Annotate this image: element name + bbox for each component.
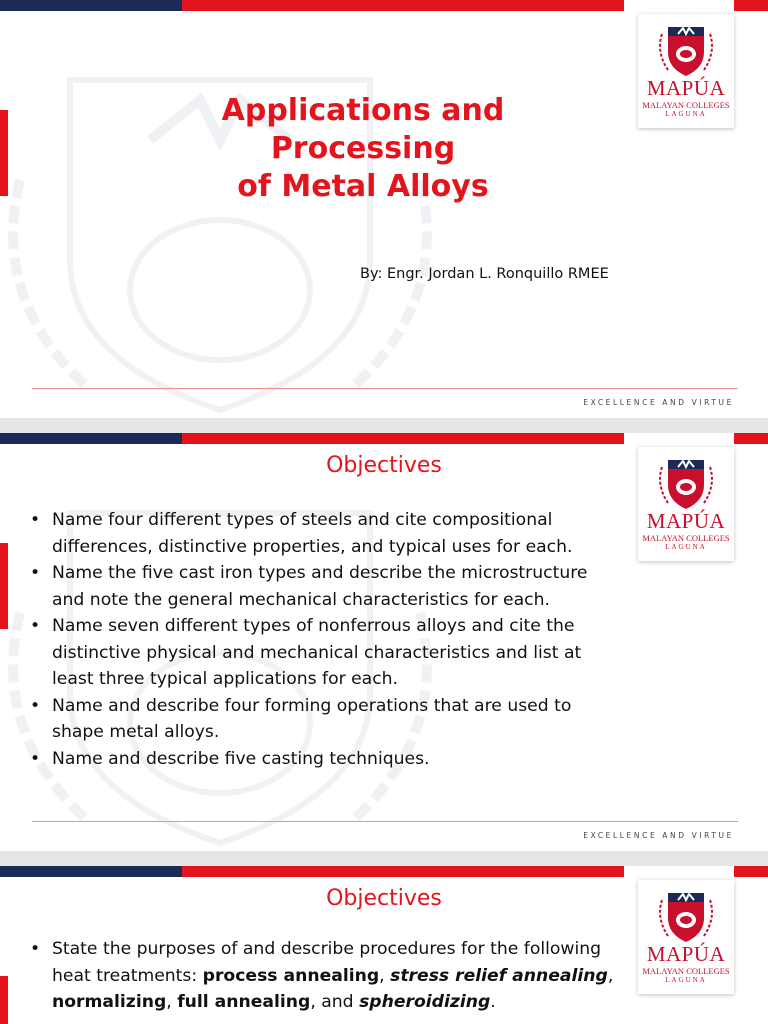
list-item bbox=[30, 507, 620, 560]
logo-subtitle: MALAYAN COLLEGES bbox=[642, 966, 730, 976]
author-line: By: Engr. Jordan L. Ronquillo RMEE bbox=[360, 266, 609, 282]
title-line: of Metal Alloys bbox=[237, 169, 489, 204]
list-item bbox=[30, 613, 620, 693]
bullet-icon: • bbox=[30, 563, 41, 583]
left-accent-bar bbox=[0, 976, 8, 1024]
top-color-bar bbox=[0, 433, 768, 444]
list-item bbox=[30, 693, 620, 746]
bullet-icon: • bbox=[30, 695, 41, 716]
logo-name: MAPÚA bbox=[646, 76, 726, 100]
crest-icon bbox=[638, 14, 734, 78]
list-item bbox=[30, 746, 620, 773]
list-item-text: State the purposes of and describe procedures for the following heat treatments: process annealing, stress relief annealing, normalizing, full annealing, and spheroidizing. bbox=[52, 939, 614, 1012]
objectives-slide-1 bbox=[0, 433, 768, 851]
footer-divider bbox=[32, 388, 738, 389]
objectives-list bbox=[30, 936, 620, 1016]
logo-subtitle: MALAYAN COLLEGES bbox=[642, 533, 730, 543]
top-color-bar bbox=[0, 0, 768, 11]
slide-heading: Objectives bbox=[326, 453, 442, 478]
footer-motto: EXCELLENCE AND VIRTUE bbox=[583, 398, 734, 407]
list-item-text: Name four different types of steels and cite compositional differences, distinctive properties, and typical uses for each. bbox=[52, 510, 573, 557]
bullet-icon: • bbox=[30, 616, 41, 636]
logo-subtitle: MALAYAN COLLEGES bbox=[642, 100, 730, 110]
footer-motto: EXCELLENCE AND VIRTUE bbox=[583, 831, 734, 840]
objectives-list bbox=[30, 507, 620, 772]
logo-name: MAPÚA bbox=[646, 942, 726, 966]
list-item bbox=[30, 936, 620, 1016]
list-item-text: Name the five cast iron types and describe the microstructure and note the general mechanical characteristics for each. bbox=[52, 563, 588, 610]
logo-location: LAGUNA bbox=[665, 543, 707, 551]
top-color-bar bbox=[0, 866, 768, 877]
list-item bbox=[30, 560, 620, 613]
school-logo bbox=[638, 14, 734, 128]
slide-title bbox=[140, 92, 586, 206]
title-slide bbox=[0, 0, 768, 418]
footer-divider bbox=[32, 821, 738, 822]
list-item-text: Name and describe four forming operations that are used to shape metal alloys. bbox=[52, 695, 572, 742]
bullet-icon: • bbox=[30, 748, 41, 769]
logo-name: MAPÚA bbox=[646, 509, 726, 533]
title-line: Processing bbox=[270, 131, 456, 166]
bullet-icon: • bbox=[30, 510, 41, 530]
logo-location: LAGUNA bbox=[665, 976, 707, 984]
slide-heading: Objectives bbox=[326, 886, 442, 911]
objectives-slide-2 bbox=[0, 866, 768, 1024]
title-line: Applications and bbox=[221, 93, 505, 128]
bullet-icon: • bbox=[30, 939, 41, 959]
list-item-text: Name and describe five casting techniques. bbox=[52, 748, 430, 769]
list-item-text: Name seven different types of nonferrous alloys and cite the distinctive physical and mechanical characteristics and list at least three typical applications for each. bbox=[52, 616, 582, 689]
logo-location: LAGUNA bbox=[665, 110, 707, 118]
